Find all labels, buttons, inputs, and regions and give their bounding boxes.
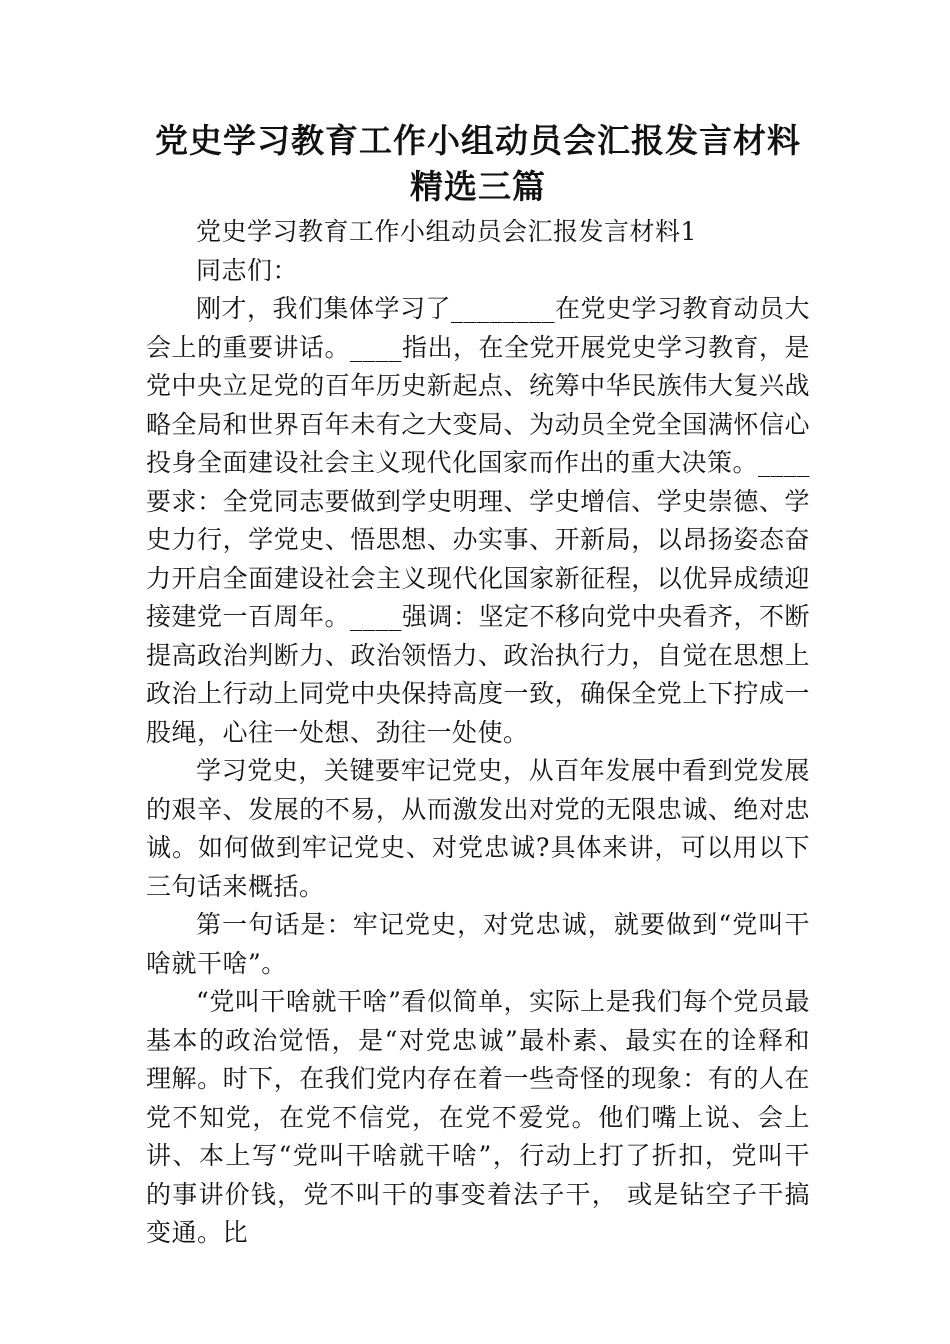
title-line-1: 党史学习教育工作小组动员会汇报发言材料 [155,121,801,160]
document-title [146,118,810,210]
body-paragraph: 第一句话是：牢记党史，对党忠诚，就要做到“党叫干啥就干啥”。 [146,910,810,978]
title-line-2: 精选三篇 [410,167,546,206]
document-page [146,118,810,1253]
body-paragraph: 学习党史，关键要牢记党史，从百年发展中看到党发展的艰辛、发展的不易，从而激发出对党的无限忠诚、绝对忠诚。如何做到牢记党史、对党忠诚?具体来讲，可以用以下三句话来概括。 [146,756,810,901]
salutation-paragraph: 同志们： [196,255,299,285]
subtitle-paragraph: 党史学习教育工作小组动员会汇报发言材料1 [196,217,697,246]
body-paragraph: 刚才，我们集体学习了________在党史学习教育动员大会上的重要讲话。____指出，在全党开展党史学习教育，是党中央立足党的百年历史新起点、统筹中华民族伟大复兴战略全局和世界百年未有之大变局、为动员全党全国满怀信心投身全面建设社会主义现代化国家而作出的重大决策。____要求：全党同志要做到学史明理、学史增信、学史崇德、学史力行，学党史、悟思想、办实事、开新局，以昂扬姿态奋力开启全面建设社会主义现代化国家新征程，以优异成绩迎接建党一百周年。____强调：坚定不移向党中央看齐，不断提高政治判断力、政治领悟力、政治执行力，自觉在思想上政治上行动上同党中央保持高度一致，确保全党上下拧成一股绳，心往一处想、劲往一处使。 [146,294,811,747]
body-paragraph: “党叫干啥就干啥”看似简单，实际上是我们每个党员最基本的政治觉悟，是“对党忠诚”最朴素、最实在的诠释和理解。时下，在我们党内存在着一些奇怪的现象：有的人在党不知党，在党不信党，在党不爱党。他们嘴上说、会上讲、本上写“党叫干啥就干啥”，行动上打了折扣，党叫干的事讲价钱，党不叫干的事变着法子干， 或是钻空子干搞变通。比 [146,987,810,1247]
